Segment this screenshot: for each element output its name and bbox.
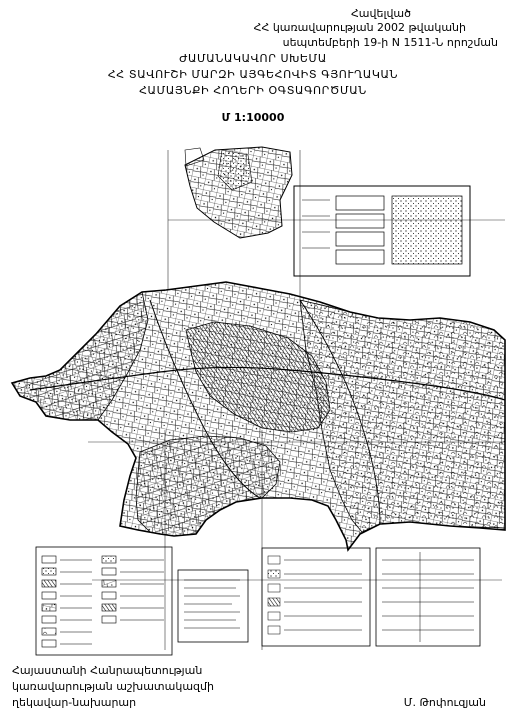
main-territory [12, 282, 505, 550]
title-line-2: ՀՀ ՏԱՎՈՒՇԻ ՄԱՐԶԻ ԱՅԳԵՀՈՎԻՏ ԳՅՈՒՂԱԿԱՆ [107, 68, 399, 81]
map-scale: Մ 1:10000 [221, 111, 285, 124]
footer-line-1: Հայաստանի Հանրապետության [12, 664, 203, 677]
approval-line-2: ՀՀ կառավարության 2002 թվականի [253, 21, 466, 34]
title-line-1: ԺԱՄԱՆԱԿԱՎՈՐ ՍԽԵՄԱ [179, 52, 327, 65]
approval-line-3: սեպտեմբերի 19-ի N 1511-Ն որոշման [282, 36, 498, 49]
approval-line-1: Հավելված [350, 7, 411, 20]
upper-legend-box [294, 186, 470, 276]
footer-line-2: կառավարության աշխատակազմի [12, 680, 214, 693]
signatory-name: Մ. Թոփուզյան [403, 696, 486, 709]
bottom-legend [36, 547, 480, 655]
title-line-3: ՀԱՄԱՅՆՔԻ ՀՈՂԵՐԻ ՕԳՏԱԳՈՐԾՄԱՆ [139, 84, 367, 97]
upper-inset-area [185, 147, 292, 238]
footer-line-3: ղեկավար-նախարար [12, 696, 137, 709]
